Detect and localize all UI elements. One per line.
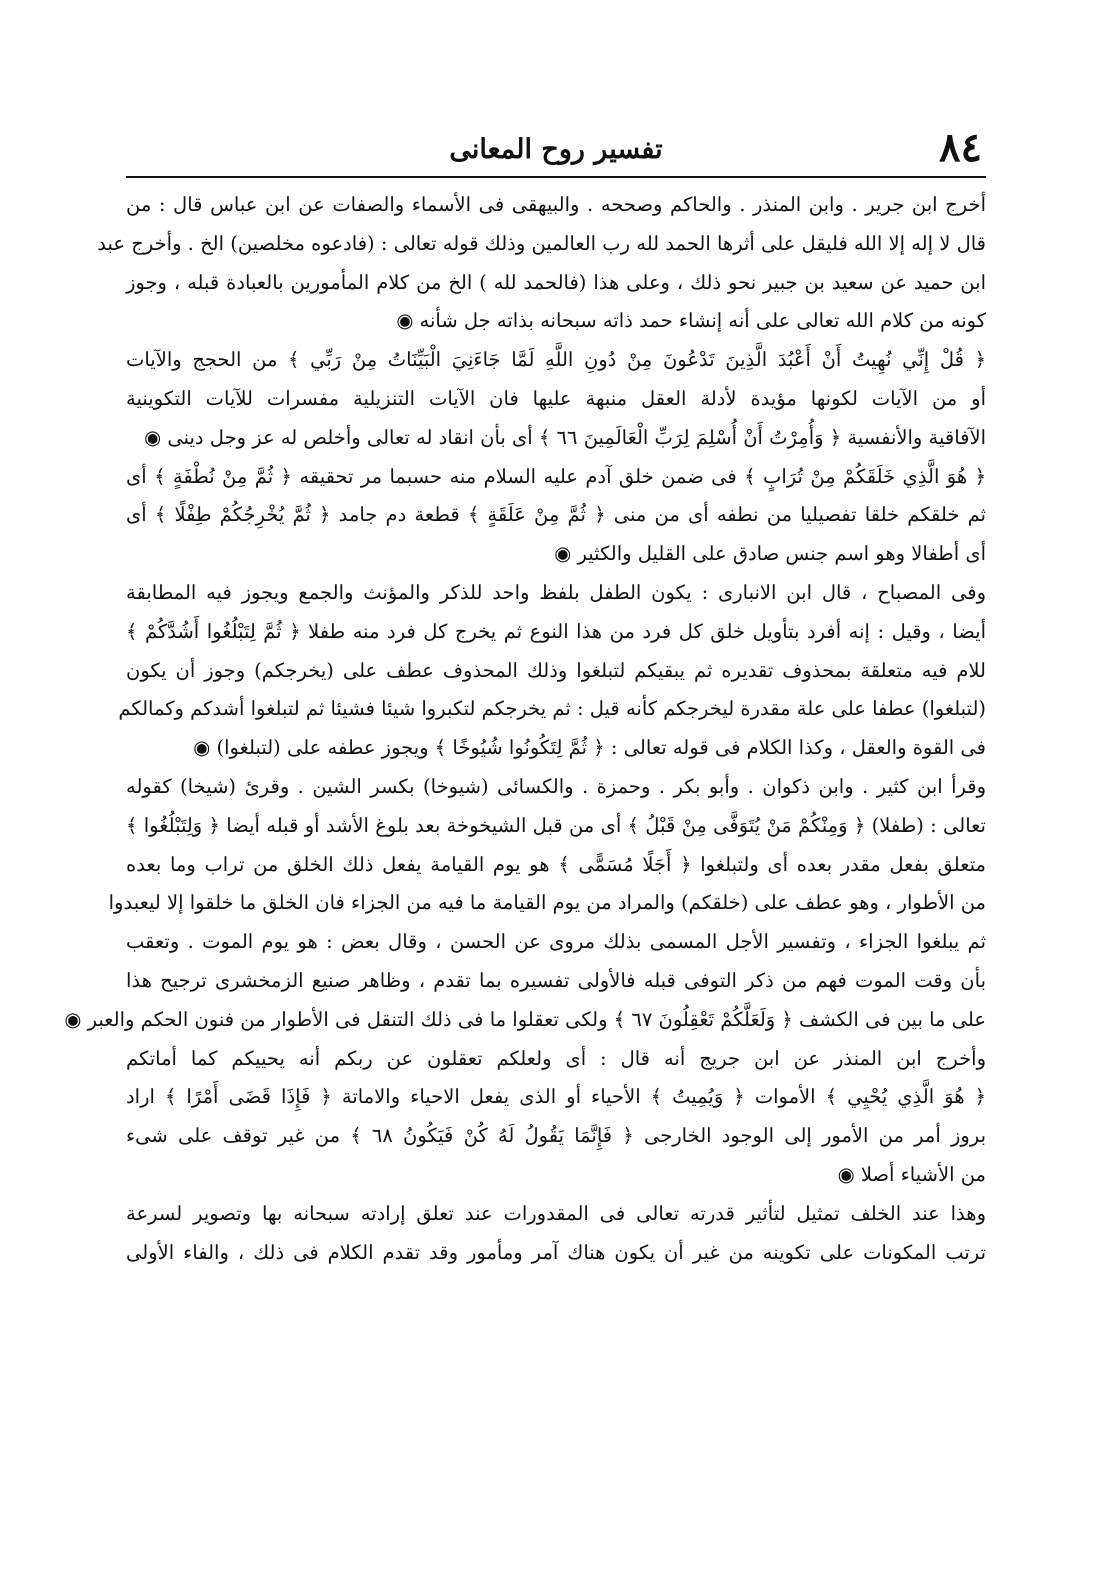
text-line: ابن حميد عن سعيد بن جبير نحو ذلك ، وعلى هذا (فالحمد لله ) الخ من كلام المأمورين بالعبادة قبله ، وجوز: [126, 270, 986, 294]
page-number: ٨٤: [939, 124, 982, 171]
text-line: أخرج ابن جرير . وابن المنذر . والحاكم وصححه . والبيهقى فى الأسماء والصفات عن ابن عباس قال : من: [126, 193, 986, 216]
text-line: (لتبلغوا) عطفا على علة مقدرة ليخرجكم كأنه قيل : ثم يخرجكم لتكبروا شيئا فشيئا ثم لتبلغوا أشدكم وكمالكم: [118, 697, 986, 721]
text-line: فى القوة والعقل ، وكذا الكلام فى قوله تعالى : ﴿ ثُمَّ لِتَكُونُوا شُيُوخًا ﴾ ويجوز عطفه على (لتبلغوا) ◉: [193, 736, 986, 760]
text-line: كونه من كلام الله تعالى على أنه إنشاء حمد ذاته سبحانه بذاته جل شأنه ◉: [396, 309, 986, 333]
text-line: ثم خلقكم خلقا تفصيليا من نطفه أى من منى ﴿ ثُمَّ مِنْ عَلَقَةٍ ﴾ قطعة دم جامد ﴿ ثُمَّ يُخْرِجُكُمْ طِفْلًا ﴾ أى: [126, 503, 986, 527]
running-title: تفسير روح المعانى: [449, 134, 663, 165]
text-line: أيضا ، وقيل : إنه أفرد بتأويل خلق كل فرد من هذا النوع ثم يخرج كل فرد منه طفلا ﴿ ثُمَّ لِتَبْلُغُوا أَشُدَّكُمْ ﴾: [126, 619, 986, 643]
text-line: ﴿ هُوَ الَّذِي خَلَقَكُمْ مِنْ تُرَابٍ ﴾ فى ضمن خلق آدم عليه السلام منه حسبما مر تحقيقه ﴿ ثُمَّ مِنْ نُطْفَةٍ ﴾ أى: [126, 464, 986, 488]
text-line: وفى المصباح ، قال ابن الانبارى : يكون الطفل بلفظ واحد للذكر والمؤنث والجمع ويجوز فيه المطابقة: [126, 580, 986, 604]
text-line: على ما بين فى الكشف ﴿ وَلَعَلَّكُمْ تَعْقِلُونَ ٦٧ ﴾ ولكى تعقلوا ما فى ذلك التنقل فى الأطوار من فنون الحكم والعبر ◉: [64, 1007, 986, 1031]
text-line: قال لا إله إلا الله فليقل على أثرها الحمد لله رب العالمين وذلك قوله تعالى : (فادعوه مخلصين) الخ . وأخرج عبد: [97, 231, 986, 255]
text-line: أو من الآيات لكونها مؤيدة لأدلة العقل منبهة عليها فان الآيات التنزيلية مفسرات للآيات التكوينية: [126, 386, 986, 410]
page-header: [126, 124, 986, 172]
text-line: من الأطوار ، وهو عطف على (خلقكم) والمراد من يوم القيامة ما فيه من الجزاء فان الخلق ما خلقوا إلا ليعبدوا: [108, 891, 986, 915]
text-line: وقرأ ابن كثير . وابن ذكوان . وأبو بكر . وحمزة . والكسائى (شيوخا) بكسر الشين . وقرئ (شيخا) كقوله: [126, 774, 986, 798]
text-line: وهذا عند الخلف تمثيل لتأثير قدرته تعالى فى المقدورات عند تعلق إرادته سبحانه بها وتصوير لسرعة: [126, 1201, 986, 1225]
text-line: ﴿ قُلْ إِنِّي نُهِيتُ أَنْ أَعْبُدَ الَّذِينَ تَدْعُونَ مِنْ دُونِ اللَّهِ لَمَّا جَاءَنِيَ الْبَيِّنَاتُ مِنْ رَبِّي ﴾ من الحجج والآيات: [126, 348, 986, 372]
text-line: الآفاقية والأنفسية ﴿ وَأُمِرْتُ أَنْ أُسْلِمَ لِرَبِّ الْعَالَمِينَ ٦٦ ﴾ أى بأن انقاد له تعالى وأخلص له عز وجل دينى ◉: [144, 425, 986, 449]
text-line: ترتب المكونات على تكوينه من غير أن يكون هناك آمر ومأمور وقد تقدم الكلام فى ذلك ، والفاء الأولى: [126, 1240, 986, 1264]
text-line: وأخرج ابن المنذر عن ابن جريج أنه قال : أى ولعلكم تعقلون عن ربكم أنه يحييكم كما أماتكم: [126, 1046, 986, 1070]
text-line: أى أطفالا وهو اسم جنس صادق على القليل والكثير ◉: [554, 542, 986, 566]
text-line: ثم يبلغوا الجزاء ، وتفسير الأجل المسمى بذلك مروى عن الحسن ، وقال بعض : هو يوم الموت . وتعقب: [126, 930, 986, 954]
header-rule: [126, 176, 986, 178]
text-line: من الأشياء أصلا ◉: [837, 1162, 986, 1186]
text-line: للام فيه متعلقة بمحذوف تقديره ثم يبقيكم لتبلغوا وذلك المحذوف عطف على (يخرجكم) وجوز أن يكون: [126, 658, 986, 682]
text-line: تعالى : (طفلا) ﴿ وَمِنْكُمْ مَنْ يُتَوَفَّى مِنْ قَبْلُ ﴾ أى من قبل الشيخوخة بعد بلوغ الأشد أو قبله أيضا ﴿ وَلِتَبْلُغُوا ﴾: [126, 813, 986, 837]
text-line: بروز أمر من الأمور إلى الوجود الخارجى ﴿ فَإِنَّمَا يَقُولُ لَهُ كُنْ فَيَكُونُ ٦٨ ﴾ من غير توقف على شىء: [126, 1124, 986, 1148]
text-line: متعلق بفعل مقدر بعده أى ولتبلغوا ﴿ أَجَلًا مُسَمًّى ﴾ هو يوم القيامة يفعل ذلك الخلق من تراب وما بعده: [126, 852, 986, 876]
text-line: بأن وقت الموت فهم من ذكر التوفى قبله فالأولى تفسيره بما تقدم ، وظاهر صنيع الزمخشرى ترجيح هذا: [126, 968, 986, 992]
text-line: ﴿ هُوَ الَّذِي يُحْيِي ﴾ الأموات ﴿ وَيُمِيتُ ﴾ الأحياء أو الذى يفعل الاحياء والاماتة ﴿ فَإِذَا قَضَى أَمْرًا ﴾ اراد: [126, 1085, 986, 1109]
body-text: [64, 186, 986, 1272]
